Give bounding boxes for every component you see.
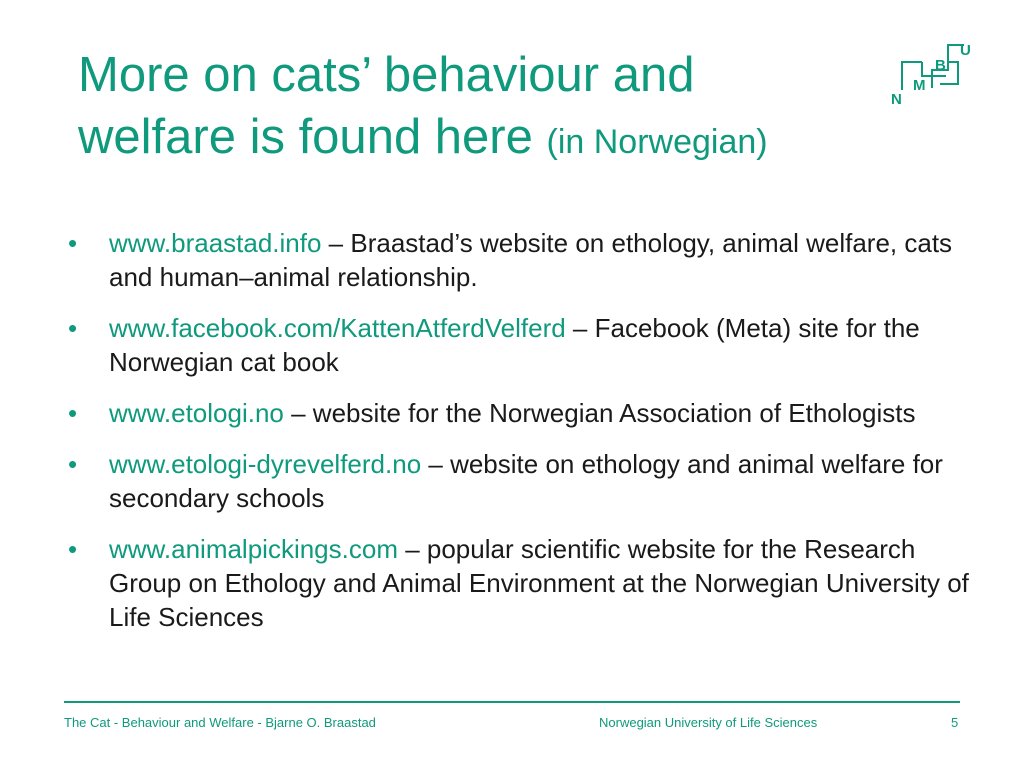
item-description: – popular scientific website for the Research Group on Ethology and Animal Environment at the Norwegian University of Life Sciences <box>109 534 969 632</box>
footer-institution: Norwegian University of Life Sciences <box>599 715 818 730</box>
item-description: – Facebook (Meta) site for the Norwegian cat book <box>109 313 920 377</box>
logo-letter-u: U <box>960 42 971 59</box>
link-list <box>68 226 988 651</box>
link-animalpickings[interactable]: www.animalpickings.com <box>109 534 398 564</box>
list-item <box>68 311 988 379</box>
item-description: – website for the Norwegian Association of Ethologists <box>283 398 916 428</box>
slide-title <box>78 44 768 173</box>
bullet-icon: • <box>68 449 78 479</box>
logo-letter-b: B <box>935 57 946 74</box>
logo-letter-m: M <box>913 77 926 94</box>
bullet-icon: • <box>68 313 78 343</box>
bullet-icon: • <box>68 398 78 428</box>
footer-divider <box>64 701 960 703</box>
item-description: – Braastad’s website on ethology, animal welfare, cats and human–animal relationship. <box>109 228 953 292</box>
link-braastad[interactable]: www.braastad.info <box>109 228 322 258</box>
footer-presentation-title: The Cat - Behaviour and Welfare - Bjarne O. Braastad <box>64 715 376 730</box>
title-line-1: More on cats’ behaviour and <box>78 48 695 102</box>
link-etologi[interactable]: www.etologi.no <box>109 398 284 428</box>
list-item <box>68 532 988 634</box>
link-etologi-dyrevelferd[interactable]: www.etologi-dyrevelferd.no <box>109 449 422 479</box>
nmbu-logo <box>888 40 976 110</box>
link-facebook[interactable]: www.facebook.com/KattenAtferdVelferd <box>109 313 566 343</box>
item-description: – website on ethology and animal welfare for secondary schools <box>109 449 943 513</box>
bullet-icon: • <box>68 534 78 564</box>
list-item <box>68 396 988 430</box>
logo-letter-n: N <box>891 91 902 108</box>
list-item <box>68 447 988 515</box>
title-line-2: welfare is found here <box>78 110 533 164</box>
bullet-icon: • <box>68 228 78 258</box>
list-item <box>68 226 988 294</box>
title-subtitle: (in Norwegian) <box>546 123 768 161</box>
page-number: 5 <box>951 715 959 730</box>
